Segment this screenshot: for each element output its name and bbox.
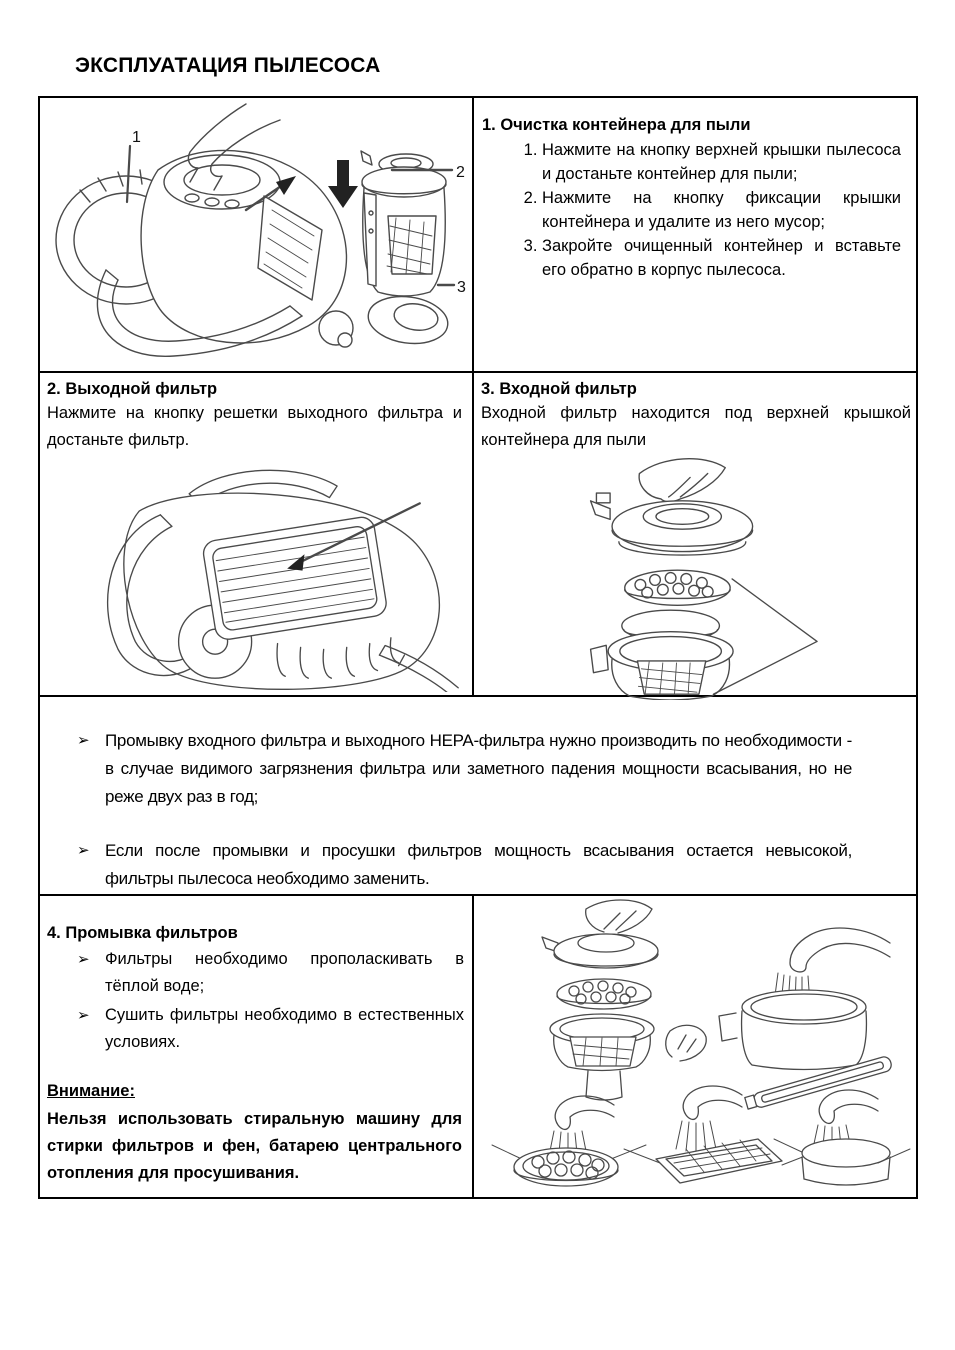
container-cleaning-steps	[482, 138, 902, 282]
callout-2-label: 2	[456, 164, 465, 181]
cell-filter-washing-figure	[474, 896, 916, 1197]
washing-item	[47, 1002, 464, 1056]
note-item	[77, 837, 852, 893]
down-arrow	[328, 160, 358, 208]
callout-1-label: 1	[132, 129, 141, 146]
container-removal-figure	[40, 98, 474, 369]
page-title: ЭКСПЛУАТАЦИЯ ПЫЛЕСОСА	[75, 54, 381, 77]
inlet-filter-heading: 3. Входной фильтр	[481, 380, 637, 398]
note-text: Промывку входного фильтра и выходного HEPA-фильтра нужно производить по необходимости - в случае видимого загрязнения фильтра или заметного падения мощности всасывания, но не реже двух раз в год;	[105, 731, 852, 806]
washing-text: Сушить фильтры необходимо в естественных условиях.	[105, 1006, 464, 1051]
row-maintenance-notes	[40, 695, 916, 894]
row-filter-washing	[40, 894, 916, 1197]
container-rinsing-drawing	[719, 928, 893, 1111]
container-disassembly-drawing	[542, 900, 706, 1100]
arrow-bullet-icon: ➢	[77, 1007, 90, 1024]
filter-washing-heading: 4. Промывка фильтров	[47, 924, 238, 942]
washing-text: Фильтры необходимо прополаскивать в тёплой воде;	[105, 950, 464, 995]
step-2: 2. Нажмите на кнопку фиксации крышки контейнера и удалите из него мусор;	[542, 186, 902, 234]
cell-filter-washing-text	[40, 896, 474, 1197]
dust-container-drawing	[361, 151, 451, 348]
callout-3-label: 3	[457, 279, 466, 296]
row-filters	[40, 371, 916, 695]
washing-round-filter-drawing	[774, 1090, 910, 1185]
cell-container-removal-figure	[40, 98, 474, 371]
honeycomb-filter	[625, 570, 730, 605]
manual-table	[38, 96, 918, 1199]
hand-holding-lid	[639, 459, 725, 502]
cell-inlet-filter	[474, 373, 921, 695]
outlet-filter-heading: 2. Выходной фильтр	[47, 380, 218, 398]
outlet-filter-figure	[47, 454, 462, 692]
washing-hepa-filter-drawing	[624, 1086, 818, 1183]
step-3: 3. Закройте очищенный контейнер и вставьте его обратно в корпус пылесоса.	[542, 234, 902, 282]
washing-item	[47, 946, 464, 1000]
arrow-bullet-icon: ➢	[77, 732, 90, 749]
note-text: Если после промывки и просушки фильтров мощность всасывания остается невысокой, фильтры пылесоса необходимо заменить.	[105, 841, 852, 888]
filter-washing-figure	[474, 899, 914, 1199]
cell-outlet-filter	[40, 373, 474, 695]
arrow-bullet-icon: ➢	[77, 842, 90, 859]
washing-honeycomb-filter-drawing	[492, 1096, 646, 1186]
cell-container-cleaning-text	[474, 98, 916, 371]
arrow-bullet-icon: ➢	[77, 951, 90, 968]
callout-lines	[714, 579, 817, 694]
inlet-filter-figure	[481, 454, 911, 700]
inlet-filter-text: Входной фильтр находится под верхней крышкой контейнера для пыли	[481, 404, 911, 449]
maintenance-notes	[40, 697, 916, 894]
warning-heading: Внимание:	[47, 1082, 135, 1100]
step-1: 1. Нажмите на кнопку верхней крышки пылесоса и достаньте контейнер для пыли;	[542, 138, 902, 186]
warning-text: Нельзя использовать стиральную машину для стирки фильтров и фен, батарею центрального отопления для просушивания.	[47, 1110, 462, 1182]
outlet-filter-text: Нажмите на кнопку решетки выходного фильтра и достаньте фильтр.	[47, 404, 462, 449]
container-cleaning-heading: 1. Очистка контейнера для пыли	[482, 116, 751, 134]
row-container-cleaning	[40, 98, 916, 371]
note-item	[77, 727, 852, 811]
